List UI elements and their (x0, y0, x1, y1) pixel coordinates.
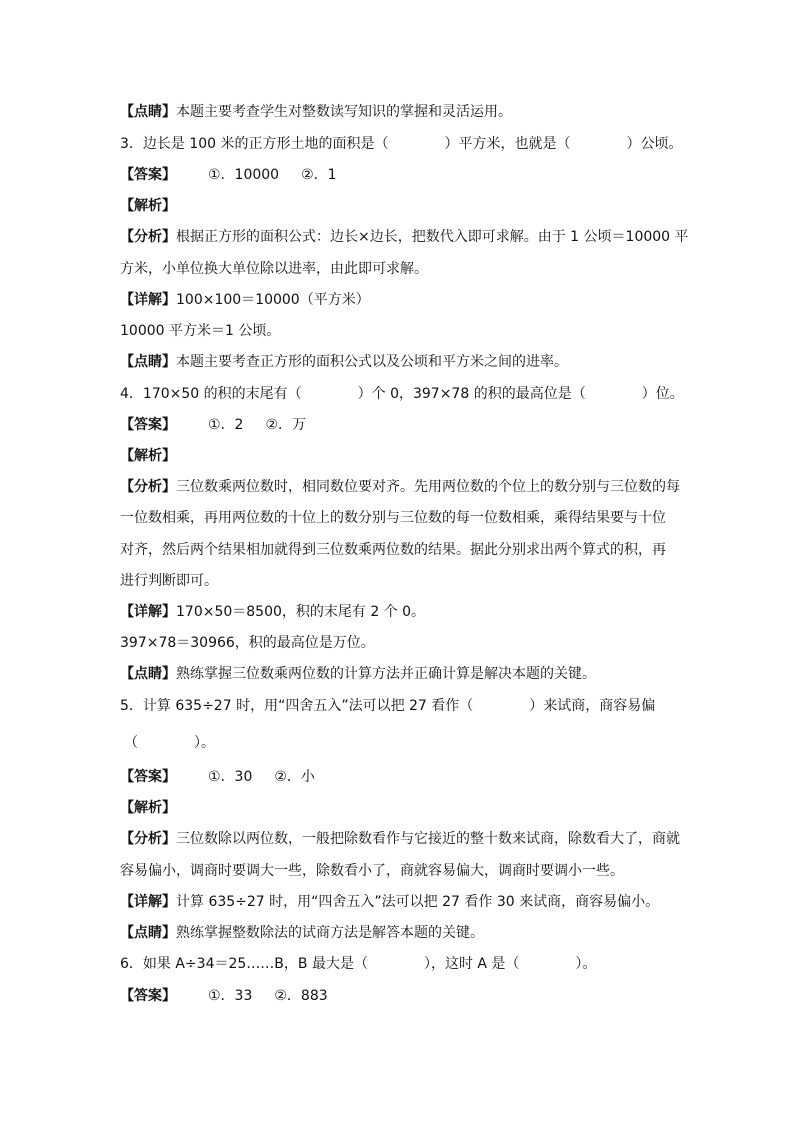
line-text: 3．边长是 100 米的正方形土地的面积是（ ）平方米，也就是（ ）公顷。 (120, 136, 683, 152)
line-text: 对齐，然后两个结果相加就得到三位数乘两位数的结果。据此分别求出两个算式的积，再 (120, 542, 666, 558)
section-tag: 【点睛】 (120, 666, 176, 682)
line-text: 4．170×50 的积的末尾有（ ）个 0，397×78 的积的最高位是（ ）位。 (120, 386, 684, 402)
text-line (120, 508, 680, 528)
text-line (120, 165, 680, 185)
answer-value: ②．小 (274, 769, 315, 785)
text-line (120, 923, 680, 943)
section-tag: 【解析】 (120, 198, 176, 214)
text-line (124, 733, 684, 753)
text-line (120, 446, 680, 466)
text-line (120, 861, 680, 881)
text-line (120, 134, 683, 154)
line-text: 10000 平方米＝1 公顷。 (120, 323, 281, 339)
section-tag: 【答案】 (120, 769, 176, 785)
answer-value: ①．30 (208, 769, 253, 785)
answer-value: ②．1 (301, 167, 337, 183)
text-line (120, 602, 680, 622)
line-text: 170×50＝8500，积的末尾有 2 个 0。 (176, 604, 426, 620)
text-line (120, 321, 680, 341)
text-line (120, 259, 680, 279)
section-tag: 【详解】 (120, 604, 176, 620)
line-text: 本题主要考查正方形的面积公式以及公顷和平方米之间的进率。 (176, 354, 568, 370)
text-line (120, 352, 680, 372)
line-text: 三位数乘两位数时，相同数位要对齐。先用两位数的个位上的数分别与三位数的每 (176, 479, 680, 495)
line-text: 进行判断即可。 (120, 573, 218, 589)
answer-value: ①．2 (208, 417, 244, 433)
text-line (120, 227, 689, 247)
line-text: 6．如果 A÷34＝25……B，B 最大是（ ），这时 A 是（ ）。 (120, 956, 597, 972)
answer-value: ①．33 (208, 988, 253, 1004)
text-line (120, 415, 680, 435)
answer-value: ①．10000 (208, 167, 280, 183)
line-text: 容易偏小，调商时要调大一些，除数看小了，商就容易偏大，调商时要调小一些。 (120, 863, 624, 879)
line-text: 计算 635÷27 时，用“四舍五入”法可以把 27 看作 30 来试商，商容易偏小。 (176, 894, 660, 910)
text-line (120, 696, 680, 716)
answer-value: ②．万 (265, 417, 307, 433)
section-tag: 【解析】 (120, 800, 176, 816)
section-tag: 【分析】 (120, 831, 176, 847)
section-tag: 【点睛】 (120, 354, 176, 370)
text-line (120, 954, 680, 974)
line-text: 5．计算 635÷27 时，用“四舍五入”法可以把 27 看作（ ）来试商，商容易偏 (120, 698, 656, 714)
text-line (120, 196, 680, 216)
section-tag: 【详解】 (120, 894, 176, 910)
section-tag: 【分析】 (120, 479, 176, 495)
text-line (120, 986, 680, 1006)
text-line (120, 767, 680, 787)
line-text: 100×100＝10000（平方米） (176, 292, 370, 308)
line-text: 熟练掌握整数除法的试商方法是解答本题的关键。 (176, 925, 484, 941)
section-tag: 【详解】 (120, 292, 176, 308)
line-text: 本题主要考查学生对整数读写知识的掌握和灵活运用。 (176, 104, 512, 120)
section-tag: 【分析】 (120, 229, 176, 245)
text-line (120, 384, 684, 404)
line-text: （ ）。 (124, 735, 215, 751)
section-tag: 【点睛】 (120, 104, 176, 120)
text-line (120, 102, 680, 122)
answer-value: ②．883 (274, 988, 328, 1004)
line-text: 三位数除以两位数，一般把除数看作与它接近的整十数来试商，除数看大了，商就 (176, 831, 680, 847)
section-tag: 【答案】 (120, 417, 176, 433)
line-text: 方米，小单位换大单位除以进率，由此即可求解。 (120, 261, 428, 277)
line-text: 一位数相乘，再用两位数的十位上的数分别与三位数的每一位数相乘，乘得结果要与十位 (120, 510, 666, 526)
text-line (120, 829, 680, 849)
text-line (120, 571, 680, 591)
text-line (120, 892, 680, 912)
text-line (120, 664, 680, 684)
text-line (120, 477, 680, 497)
line-text: 397×78＝30966，积的最高位是万位。 (120, 635, 375, 651)
text-line (120, 540, 680, 560)
text-line (120, 633, 680, 653)
section-tag: 【答案】 (120, 988, 176, 1004)
text-line (120, 798, 680, 818)
text-line (120, 290, 680, 310)
section-tag: 【解析】 (120, 448, 176, 464)
line-text: 根据正方形的面积公式：边长×边长，把数代入即可求解。由于 1 公顷＝10000 平 (176, 229, 689, 245)
line-text: 熟练掌握三位数乘两位数的计算方法并正确计算是解决本题的关键。 (176, 666, 596, 682)
section-tag: 【答案】 (120, 167, 176, 183)
section-tag: 【点睛】 (120, 925, 176, 941)
